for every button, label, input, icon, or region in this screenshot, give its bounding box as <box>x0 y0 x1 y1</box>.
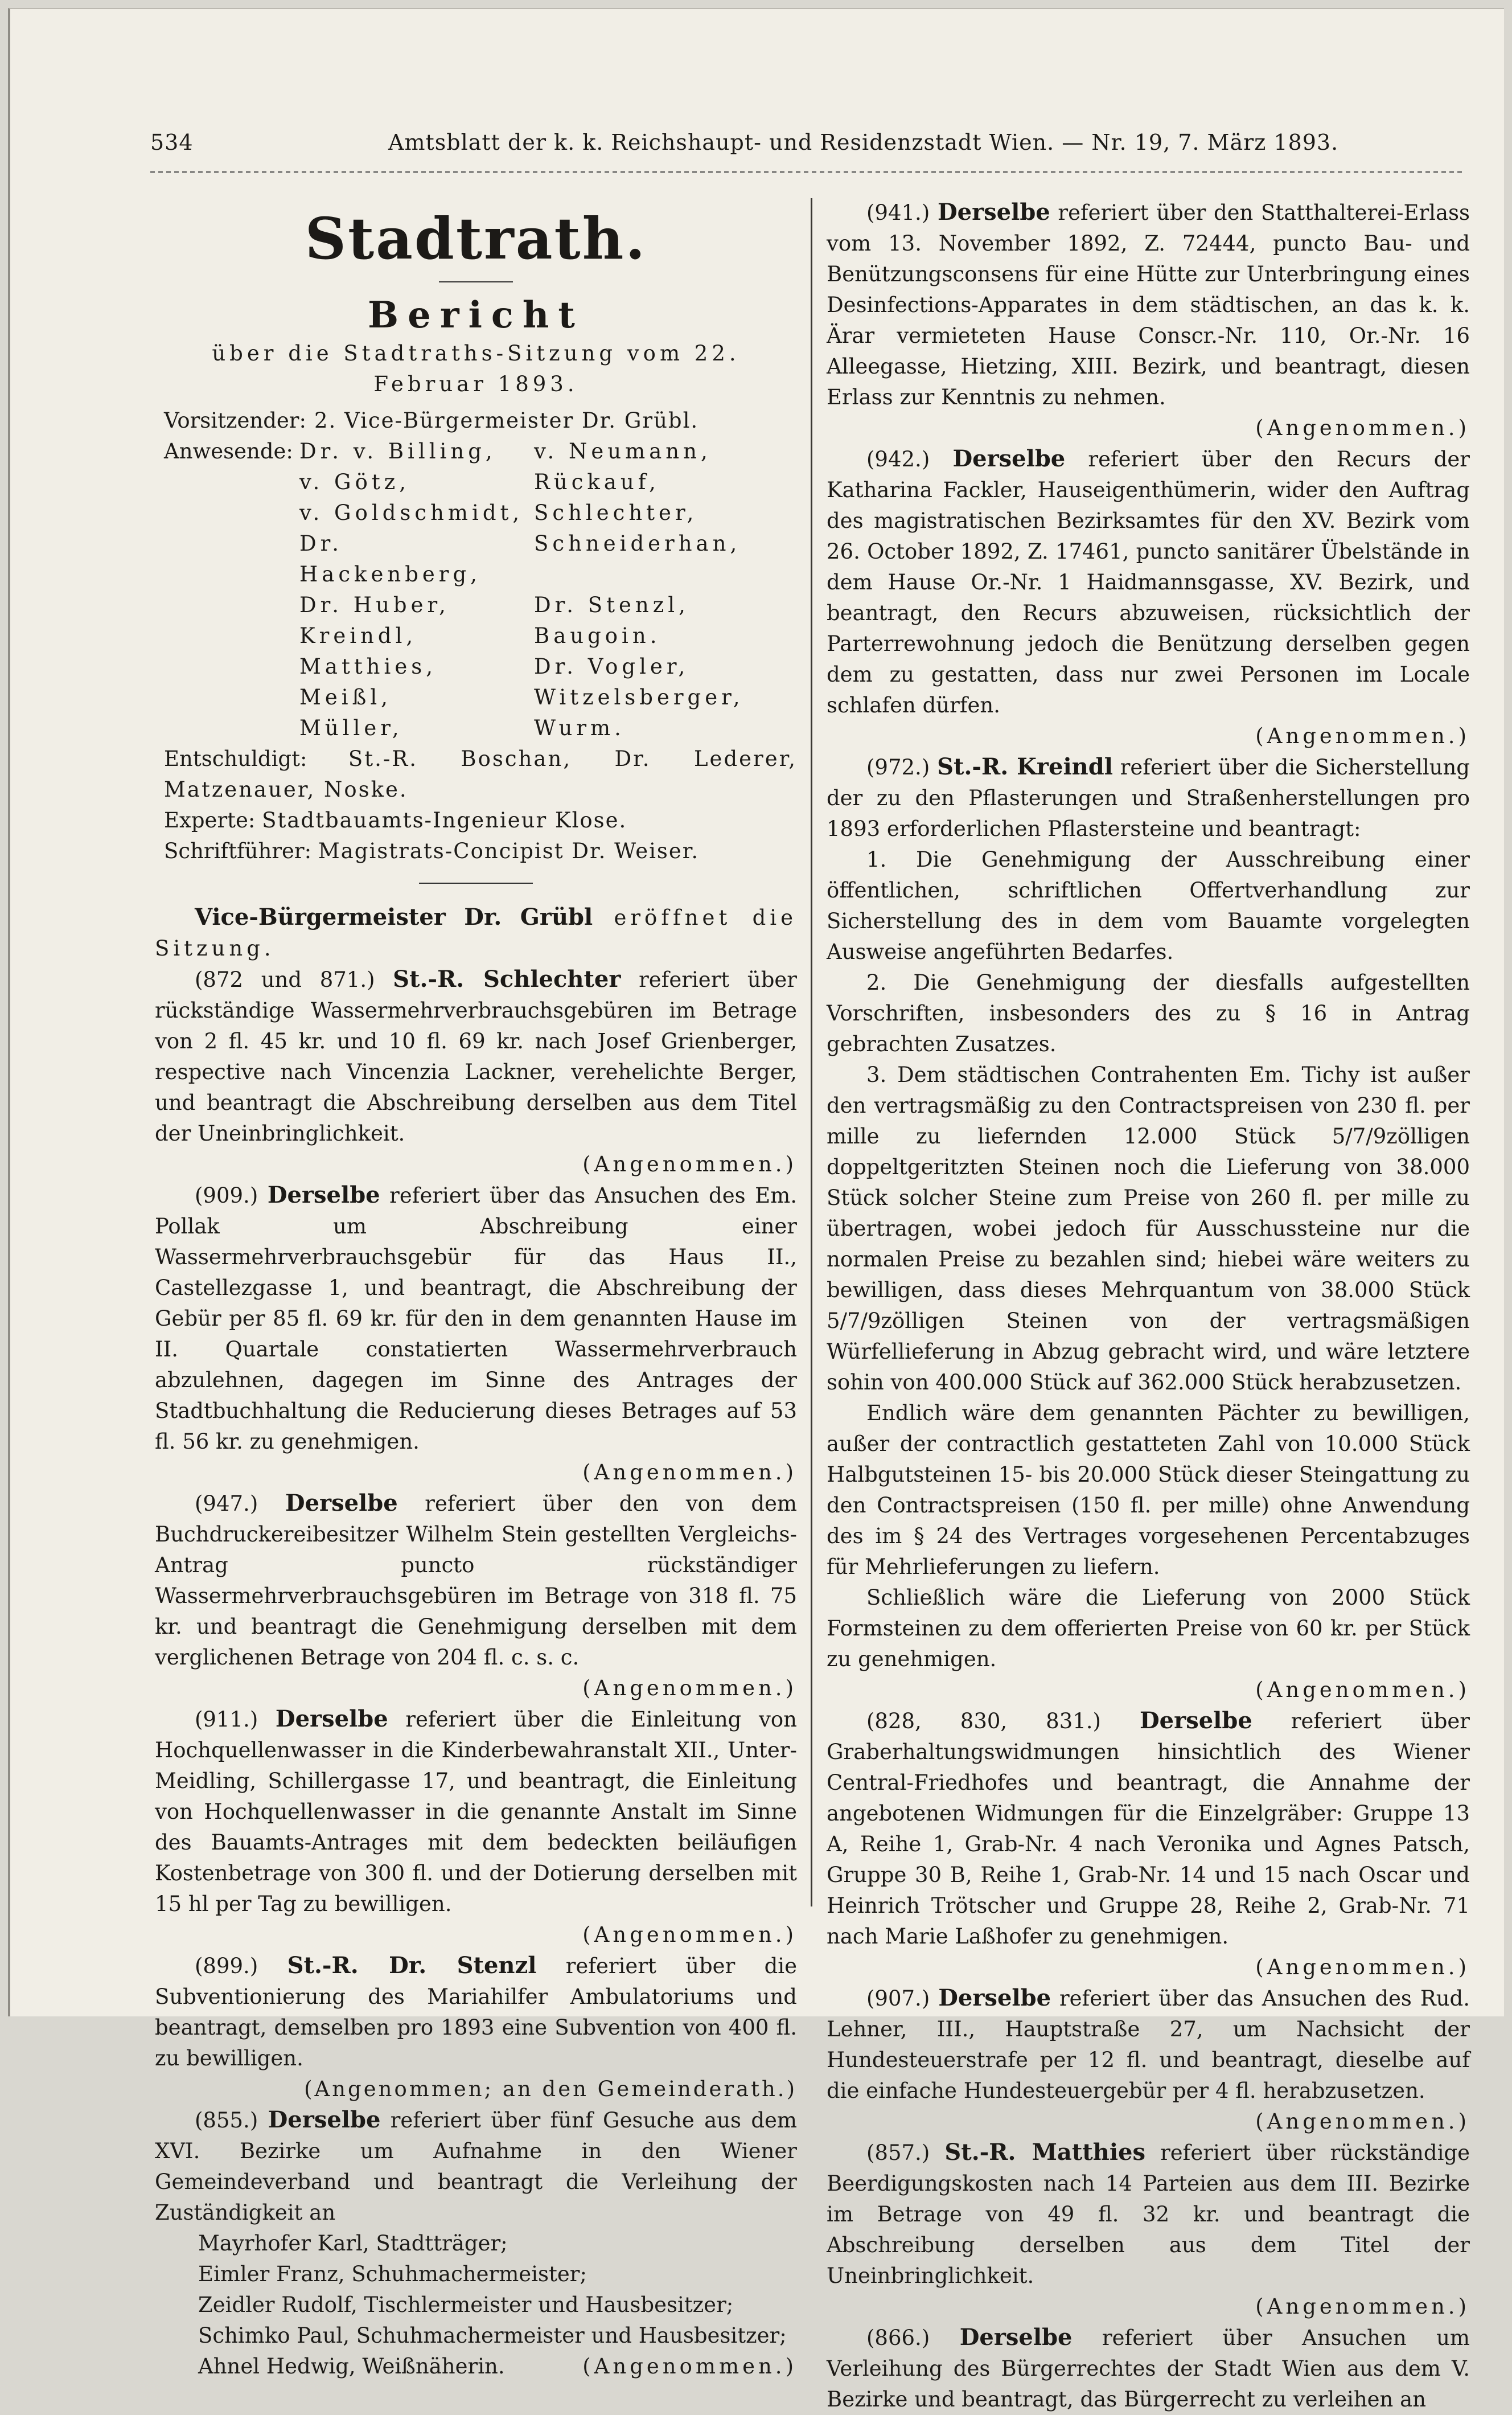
section-title: Stadtrath. <box>305 205 647 272</box>
expert-value: Stadtbauamts-Ingenieur Klose. <box>262 808 627 833</box>
secretary-value: Magistrats-Concipist Dr. Weiser. <box>318 839 700 863</box>
list-item: Eimler Franz, Schuhmachermeister; <box>198 2262 587 2286</box>
secretary-label: Schriftführer: <box>164 839 312 863</box>
accepted-note: (Angenommen.) <box>1255 724 1470 748</box>
section-divider <box>419 883 533 884</box>
item-number: (855.) <box>195 2108 258 2133</box>
item-855 <box>155 2105 797 2228</box>
present-label: Anwesende: <box>164 439 293 464</box>
accepted-note: (Angenommen.) <box>1255 416 1470 440</box>
accepted-note: (Angenommen; an den Gemeinderath.) <box>304 2077 797 2101</box>
excused-line <box>155 744 797 805</box>
chair-value: 2. Vice-Bürgermeister Dr. Grübl. <box>314 408 699 433</box>
page-header <box>150 130 1449 159</box>
item-text: referiert über fünf Gesuche aus dem XVI. Bezirke um Aufnahme in den Wiener Gemeindeverband und beantragt die Verleihung der Zuständigkeit an <box>155 2108 797 2225</box>
list-item: Mayrhofer Karl, Stadtträger; <box>198 2231 508 2256</box>
item-972-point-3: 3. Dem städtischen Contrahenten Em. Tichy ist außer den vertragsmäßig zu den Contractspreisen von 230 fl. per mille zu liefernden 12.000 Stück 5/7/9zölligen doppeltgeritzten Steinen noch die Lieferung von 38.000 Stück solcher Steine zum Preise von 260 fl. per mille zu übertragen, wobei jedoch für Ausschussteine nur die normalen Preise zu bezahlen sind; hiebei wäre weiters zu bewilligen, dass dieses Mehrquantum von 38.000 Stück 5/7/9zölligen Steinen von der vertragsmäßigen Würfellieferung in Abzug gebracht wird, und wäre letztere sohin von 400.000 Stück auf 362.000 Stück herabzusetzen. <box>827 1063 1470 1395</box>
speaker-name: Derselbe <box>952 445 1066 472</box>
speaker-name: St.-R. Dr. Stenzl <box>287 1952 537 1979</box>
speaker-name: Derselbe <box>937 199 1050 225</box>
item-text: referiert über rückständige Wassermehrverbrauchsgebüren im Betrage von 2 fl. 45 kr. und 10 fl. 69 kr. nach Josef Grienberger, respective nach Vincenzia Lackner, verehelichte Berger, und beantragt die Abschreibung derselben aus dem Titel der Uneinbringlichkeit. <box>155 967 797 1146</box>
speaker-name: St.-R. Kreindl <box>937 753 1113 780</box>
speaker-name: Derselbe <box>285 1490 398 1516</box>
attendee: Kreindl, <box>299 624 417 648</box>
item-number: (911.) <box>195 1707 258 1732</box>
item-number: (909.) <box>195 1183 258 1208</box>
report-title: Bericht <box>368 294 584 337</box>
attendee: Schlechter, <box>534 501 698 525</box>
item-857 <box>827 2137 1470 2291</box>
left-column <box>155 197 797 2382</box>
accepted-note: (Angenommen.) <box>582 1152 797 1176</box>
accepted-note: (Angenommen.) <box>582 1922 797 1947</box>
column-divider <box>811 198 812 1906</box>
item-947 <box>155 1488 797 1673</box>
list-item: Ahnel Hedwig, Weißnäherin. <box>198 2354 505 2379</box>
item-828 <box>827 1705 1470 1952</box>
item-number: (947.) <box>195 1491 258 1516</box>
item-number: (899.) <box>195 1954 258 1978</box>
speaker-name: St.-R. Matthies <box>944 2139 1146 2166</box>
item-909 <box>155 1180 797 1457</box>
list-item-last <box>155 2351 797 2382</box>
attendee: Dr. Huber, <box>299 593 450 617</box>
attendee: Dr. v. Billing, <box>299 439 496 464</box>
item-899 <box>155 1950 797 2074</box>
item-942 <box>827 444 1470 721</box>
item-text: referiert über die Subventionierung des Mariahilfer Ambulatoriums und beantragt, demselben pro 1893 eine Subvention von 400 fl. zu bewilligen. <box>155 1954 797 2070</box>
attendee: Rückauf, <box>534 470 660 494</box>
item-866 <box>827 2322 1470 2415</box>
speaker-name: Derselbe <box>938 1985 1051 2011</box>
gazette-title: Amtsblatt der k. k. Reichshaupt- und Residenzstadt Wien. — Nr. 19, 7. März 1893. <box>388 130 1339 155</box>
speaker-name: Derselbe <box>959 2324 1073 2351</box>
expert-line <box>155 805 797 836</box>
item-number: (866.) <box>866 2326 930 2350</box>
attendee: Schneiderhan, <box>534 531 741 556</box>
item-text: referiert über die Einleitung von Hochquellenwasser in die Kinderbewahranstalt XII., Unter-Meidling, Schillergasse 17, und beantragt, die Einleitung von Hochquellenwasser in die genannte Anstalt im Sinne des Bauamts-Antrages mit dem bedeckten beiläufigen Kostenbetrage von 300 fl. und der Dotierung derselben mit 15 hl per Tag zu bewilligen. <box>155 1707 797 1916</box>
excused-label: Entschuldigt: <box>164 747 307 771</box>
item-text: referiert über den von dem Buchdruckereibesitzer Wilhelm Stein gestellten Vergleichs-Antrag puncto rückständiger Wassermehrverbrauchsgebüren im Betrage von 318 fl. 75 kr. und beantragt die Genehmigung derselben mit dem verglichenen Betrage von 204 fl. c. s. c. <box>155 1491 798 1670</box>
speaker-name: Derselbe <box>267 1182 380 1208</box>
item-text: referiert über das Ansuchen des Rud. Lehner, III., Hauptstraße 27, um Nachsicht der Hundesteuerstrafe per 12 fl. und beantragt, dieselbe auf die einfache Hundesteuergebür per 4 fl. herabzusetzen. <box>827 1986 1470 2103</box>
item-number: (942.) <box>866 447 930 471</box>
chair-line <box>155 405 797 436</box>
excused-value: St.-R. Boschan, Dr. Lederer, Matzenauer, Noske. <box>164 747 797 802</box>
accepted-note: (Angenommen.) <box>582 1460 797 1485</box>
page-number: 534 <box>150 130 194 155</box>
right-column <box>827 197 1470 2415</box>
item-text: referiert über die Sicherstellung der zu den Pflasterungen und Straßenherstellungen pro 1893 erforderlichen Pflastersteine und beantragt: <box>827 755 1470 841</box>
item-911 <box>155 1704 797 1920</box>
item-text: referiert über Ansuchen um Verleihung des Bürgerrechtes der Stadt Wien aus dem V. Bezirke und beantragt, das Bürgerrecht zu verleihen an <box>827 2326 1470 2412</box>
speaker-name: Derselbe <box>1139 1707 1252 1734</box>
speaker-name: Derselbe <box>275 1705 388 1732</box>
item-972 <box>827 752 1470 844</box>
speaker-name: Vice-Bürgermeister Dr. Grübl <box>195 904 593 930</box>
item-972-point-2: 2. Die Genehmigung der diesfalls aufgestellten Vorschriften, insbesonders des zu § 16 in Antrag gebrachten Zusatzes. <box>827 970 1470 1056</box>
item-text: referiert über das Ansuchen des Em. Pollak um Abschreibung einer Wassermehrverbrauchsgebür für das Haus II., Castellezgasse 1, und beantragt, die Abschreibung der Gebür per 85 fl. 69 kr. für den in dem genannten Hause im II. Quartale constatierten Wassermehrverbrauch abzulehnen, dagegen im Sinne des Antrages der Stadtbuchhaltung die Reducierung dieses Betrages auf 53 fl. 56 kr. zu genehmigen. <box>155 1183 797 1454</box>
chair-label: Vorsitzender: <box>164 408 306 433</box>
attendee: Dr. Hackenberg, <box>299 531 481 587</box>
attendee: v. Neumann, <box>534 439 712 464</box>
speaker-name: St.-R. Schlechter <box>393 966 621 993</box>
item-941 <box>827 197 1470 413</box>
item-972-point-5: Schließlich wäre die Lieferung von 2000 Stück Formsteinen zu dem offerierten Preise von 60 kr. per Stück zu genehmigen. <box>827 1585 1470 1671</box>
accepted-note: (Angenommen.) <box>1255 1955 1470 1979</box>
accepted-note: (Angenommen.) <box>1255 2109 1470 2134</box>
attendee: Witzelsberger, <box>534 685 744 710</box>
item-number: (972.) <box>866 755 930 780</box>
item-opening <box>155 902 797 964</box>
item-972-point-4: Endlich wäre dem genannten Pächter zu bewilligen, außer der contractlich gestatteten Zahl von 10.000 Stück Halbgutsteinen 15- bis 20.000 Stück dieser Steingattung zu den Contractspreisen (150 fl. per mille) ohne Anwendung des im § 24 des Vertrages vorgesehenen Percentabzuges für Mehrlieferungen zu liefern. <box>827 1401 1470 1579</box>
item-872 <box>155 964 797 1149</box>
item-number: (828, 830, 831.) <box>866 1709 1101 1733</box>
attendee: Meißl, <box>299 685 392 710</box>
expert-label: Experte: <box>164 808 256 833</box>
accepted-note: (Angenommen.) <box>582 1676 797 1700</box>
accepted-note: (Angenommen.) <box>1255 1678 1470 1702</box>
attendee: Dr. Stenzl, <box>534 593 689 617</box>
attendee: Baugoin. <box>534 624 661 648</box>
item-907 <box>827 1983 1470 2106</box>
item-text: referiert über den Statthalterei-Erlass vom 13. November 1892, Z. 72444, puncto Bau- und Benützungsconsens für eine Hütte zur Unterbringung eines Desinfections-Apparates in dem städtischen, an das k. k. Ärar vermieteten Hause Conscr.-Nr. 110, Or.-Nr. 16 Alleegasse, Hietzing, XIII. Bezirk, und beantragt, diesen Erlass zur Kenntnis zu nehmen. <box>827 200 1470 409</box>
newspaper-page <box>8 8 1504 2412</box>
item-number: (907.) <box>866 1986 930 2011</box>
item-text: referiert über Graberhaltungswidmungen hinsichtlich des Wiener Central-Friedhofes und beantragt, die Annahme der angebotenen Widmungen für die Einzelgräber: Gruppe 13 A, Reihe 1, Grab-Nr. 4 nach Veronika und Agnes Patsch, Gruppe 30 B, Reihe 1, Grab-Nr. 14 und 15 nach Oscar und Heinrich Trötscher und Gruppe 28, Reihe 2, Grab-Nr. 71 nach Marie Laßhofer zu genehmigen. <box>827 1709 1470 1949</box>
speaker-name: Derselbe <box>268 2106 381 2133</box>
item-972-point-1: 1. Die Genehmigung der Ausschreibung einer öffentlichen, schriftlichen Offertverhandlung zur Sicherstellung des in dem vom Bauamte vorgelegten Ausweise angeführten Bedarfes. <box>827 847 1470 964</box>
report-subtitle: über die Stadtraths-Sitzung vom 22. Februar 1893. <box>212 341 740 396</box>
list-item: Schimko Paul, Schuhmachermeister und Hausbesitzer; <box>198 2323 787 2348</box>
secretary-line <box>155 836 797 867</box>
attendee: v. Goldschmidt, <box>299 501 524 525</box>
list-item: Zeidler Rudolf, Tischlermeister und Hausbesitzer; <box>198 2293 734 2317</box>
item-number: (857.) <box>866 2141 930 2165</box>
item-number: (872 und 871.) <box>195 967 375 992</box>
attendee: Matthies, <box>299 654 437 679</box>
title-rule <box>439 281 513 282</box>
attendee: v. Götz, <box>299 470 410 494</box>
item-number: (941.) <box>866 200 930 225</box>
item-text: eröffnet die Sitzung. <box>155 905 797 961</box>
accepted-note: (Angenommen.) <box>1255 2294 1470 2319</box>
attendee: Wurm. <box>534 716 625 740</box>
item-text: referiert über rückständige Beerdigungskosten nach 14 Parteien aus dem III. Bezirke im Betrage von 49 fl. 32 kr. und beantragt die Abschreibung derselben aus dem Titel der Uneinbringlichkeit. <box>827 2141 1470 2288</box>
attendance-list <box>155 436 797 744</box>
accepted-note: (Angenommen.) <box>582 2354 797 2379</box>
attendee: Dr. Vogler, <box>534 654 689 679</box>
item-text: referiert über den Recurs der Katharina Fackler, Hauseigenthümerin, wider den Auftrag des magistratischen Bezirksamtes für den XV. Bezirk vom 26. October 1892, Z. 17461, puncto sanitärer Übelstände in dem Hause Or.-Nr. 1 Haidmannsgasse, XV. Bezirk, und beantragt, den Recurs abzuweisen, rücksichtlich der Parterrewohnung jedoch die Benützung derselben gegen dem zu gestatten, dass nur zwei Personen im Locale schlafen dürfen. <box>827 447 1470 717</box>
header-rule <box>150 171 1463 173</box>
attendee: Müller, <box>299 716 403 740</box>
